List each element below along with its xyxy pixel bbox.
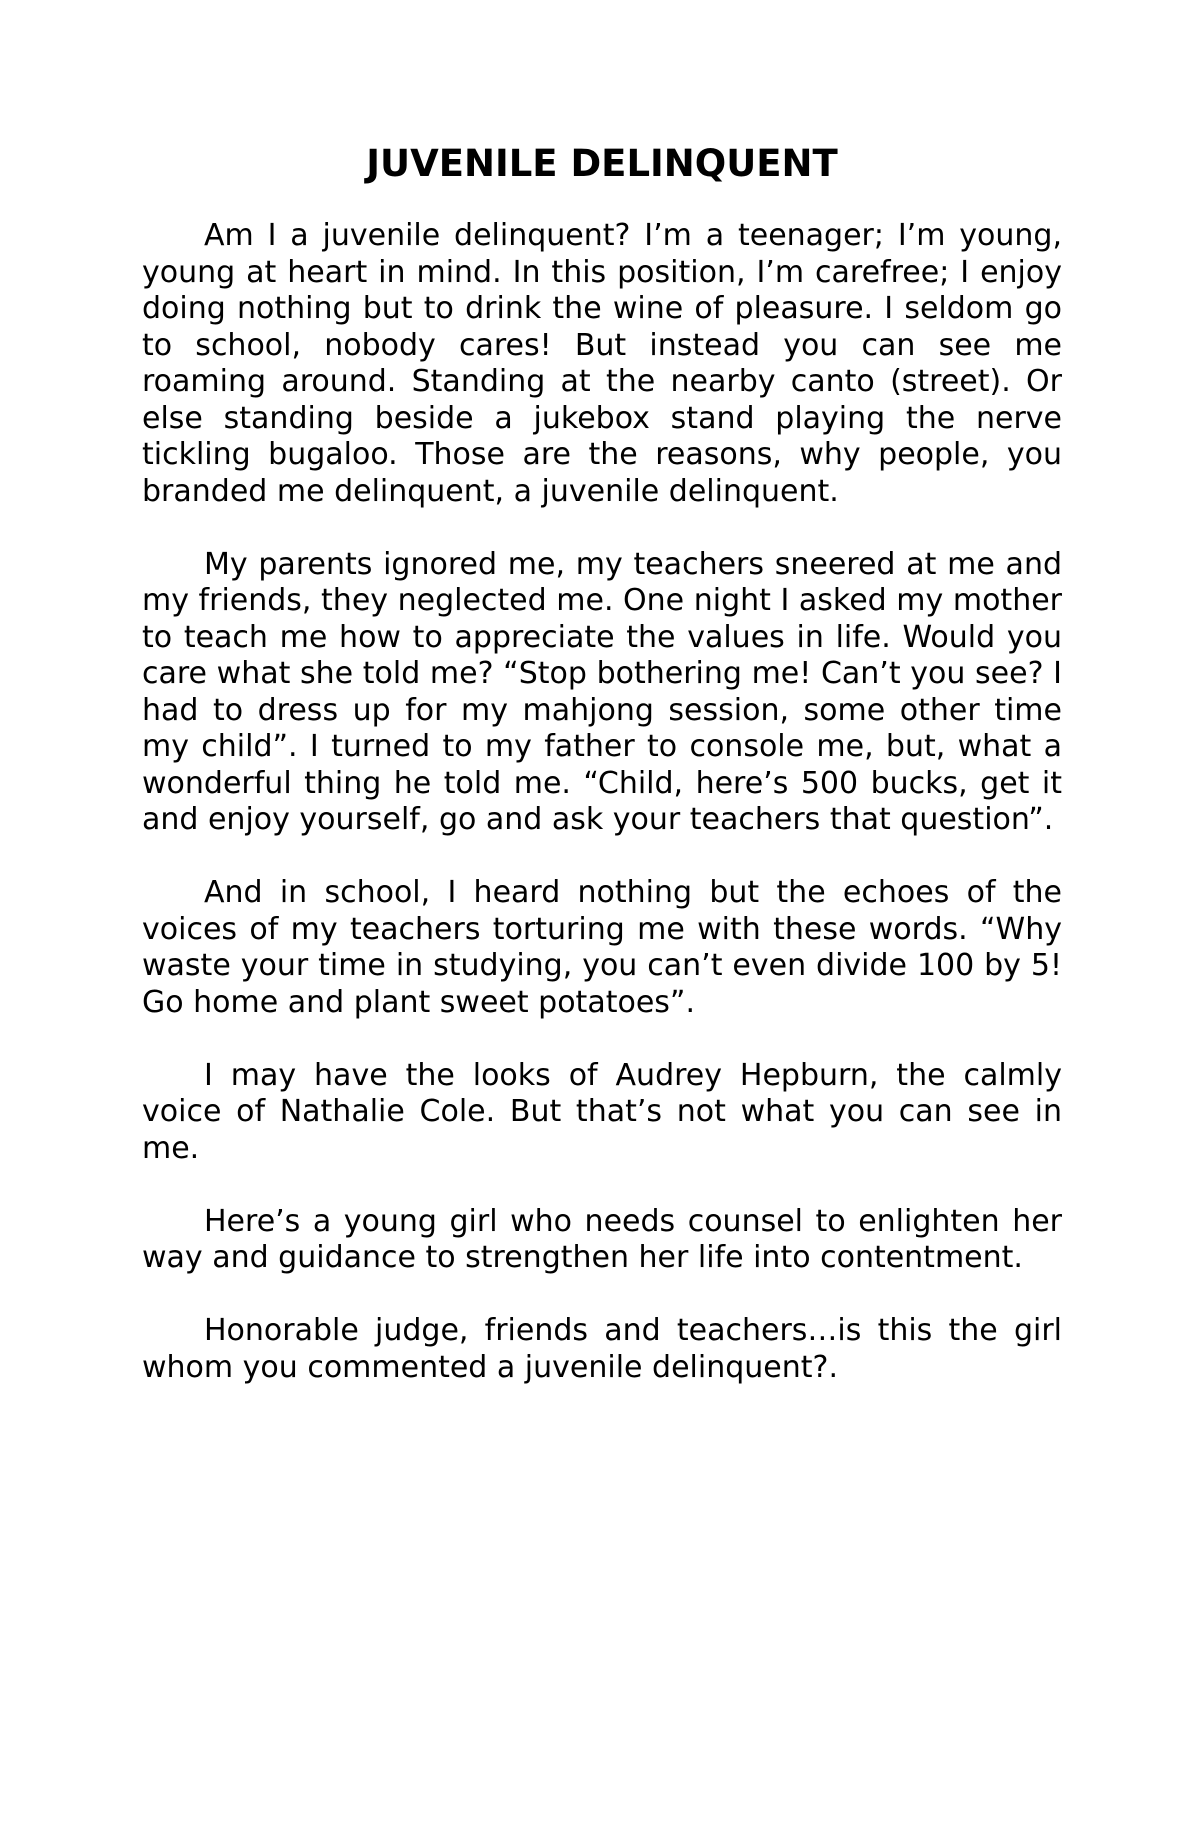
paragraph: And in school, I heard nothing but the echoes of the voices of my teachers torturing me with these words. “Why waste your time in studying, you can’t even divide 100 by 5! Go home and plant sweet potatoes”. — [142, 875, 1062, 1020]
paragraph: Am I a juvenile delinquent? I’m a teenager; I’m young, young at heart in mind. In this position, I’m carefree; I enjoy doing nothing but to drink the wine of pleasure. I seldom go to school, nobody cares! But instead you can see me roaming around. Standing at the nearby canto (street). Or else standing beside a jukebox stand playing the nerve tickling bugaloo. Those are the reasons, why people, you branded me delinquent, a juvenile delinquent. — [142, 218, 1062, 509]
document-body — [142, 218, 1062, 1386]
paragraph: I may have the looks of Audrey Hepburn, the calmly voice of Nathalie Cole. But that’s not what you can see in me. — [142, 1057, 1062, 1166]
paragraph: Here’s a young girl who needs counsel to enlighten her way and guidance to strengthen her life into contentment. — [142, 1203, 1062, 1275]
paragraph: My parents ignored me, my teachers sneered at me and my friends, they neglected me. One night I asked my mother to teach me how to appreciate the values in life. Would you care what she told me? “Stop bothering me! Can’t you see? I had to dress up for my mahjong session, some other time my child”. I turned to my father to console me, but, what a wonderful thing he told me. “Child, here’s 500 bucks, get it and enjoy yourself, go and ask your teachers that question”. — [142, 546, 1062, 837]
page-title: JUVENILE DELINQUENT — [366, 142, 838, 185]
paragraph: Honorable judge, friends and teachers…is this the girl whom you commented a juvenile delinquent?. — [142, 1313, 1062, 1385]
